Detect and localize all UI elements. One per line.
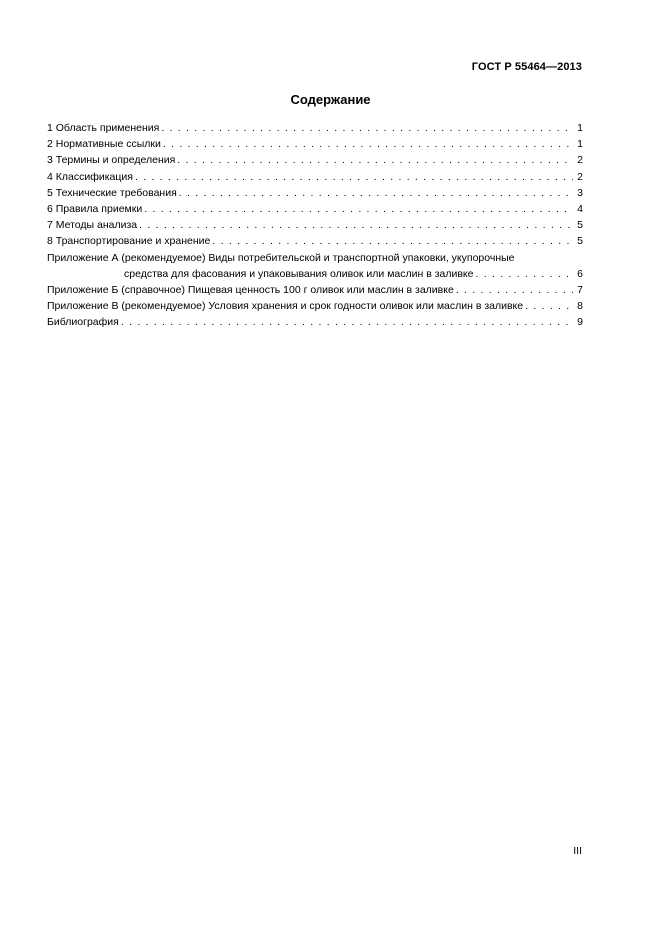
toc-entry-label: 1 Область применения: [47, 122, 160, 134]
dot-leader: [163, 136, 573, 152]
toc-entry[interactable]: [47, 314, 583, 330]
dot-leader: [139, 217, 573, 233]
toc-entry[interactable]: [47, 282, 583, 298]
toc-entry-page: 8: [577, 300, 583, 313]
toc-entry-label: 2 Нормативные ссылки: [47, 138, 161, 151]
toc-entry[interactable]: [47, 185, 583, 201]
toc-entry-label: Приложение В (рекомендуемое) Условия хранения и срок годности оливок или маслин в заливке: [47, 300, 524, 313]
toc-entry[interactable]: [47, 201, 583, 217]
toc-entry[interactable]: [47, 233, 583, 249]
dot-leader: [161, 120, 573, 136]
toc-entry-label: 5 Технические требования: [47, 186, 177, 199]
table-of-contents: [47, 120, 583, 331]
toc-entry[interactable]: [47, 298, 583, 314]
dot-leader: [177, 152, 573, 168]
dot-leader: [121, 314, 573, 330]
dot-leader: [135, 169, 573, 185]
toc-entry[interactable]: [47, 136, 583, 152]
toc-entry-label: Приложение А (рекомендуемое) Виды потребительской и транспортной упаковки, укупорочные: [47, 251, 515, 264]
page-number: III: [573, 845, 582, 857]
toc-entry-label: 7 Методы анализа: [47, 219, 138, 232]
toc-entry-label: 3 Термины и определения: [47, 154, 176, 167]
dot-leader: [179, 185, 573, 201]
toc-entry-page: 4: [577, 203, 583, 216]
toc-entry-label: 6 Правила приемки: [47, 203, 143, 216]
toc-entry-page: 3: [577, 186, 583, 199]
toc-entry-page: 1: [577, 122, 583, 134]
toc-entry-page: 7: [577, 284, 583, 297]
toc-title: Содержание: [290, 92, 371, 107]
toc-entry-page: 6: [577, 267, 583, 280]
toc-entry[interactable]: [47, 152, 583, 168]
toc-entry-label: средства для фасования и упаковывания оливок или маслин в заливке: [124, 267, 474, 280]
toc-entry[interactable]: [47, 120, 583, 136]
toc-entry-label: 4 Классификация: [47, 170, 133, 183]
toc-entry-label: Библиография: [47, 316, 119, 329]
toc-entry-page: 2: [577, 154, 583, 167]
toc-entry-page: 5: [577, 219, 583, 232]
dot-leader: [475, 266, 573, 282]
toc-entry-label: Приложение Б (справочное) Пищевая ценность 100 г оливок или маслин в заливке: [47, 284, 454, 297]
dot-leader: [525, 298, 573, 314]
toc-entry-page: 2: [577, 170, 583, 183]
dot-leader: [212, 233, 573, 249]
toc-entry-page: 9: [577, 316, 583, 329]
toc-entry[interactable]: [47, 169, 583, 185]
dot-leader: [456, 282, 573, 298]
toc-entry-continuation[interactable]: [47, 266, 583, 282]
toc-entry-page: 1: [577, 138, 583, 151]
toc-entry[interactable]: [47, 217, 583, 233]
document-code: ГОСТ Р 55464—2013: [471, 61, 582, 73]
toc-entry-label: 8 Транспортирование и хранение: [47, 235, 211, 248]
toc-entry-page: 5: [577, 235, 583, 248]
toc-entry[interactable]: [47, 250, 583, 266]
dot-leader: [144, 201, 573, 217]
